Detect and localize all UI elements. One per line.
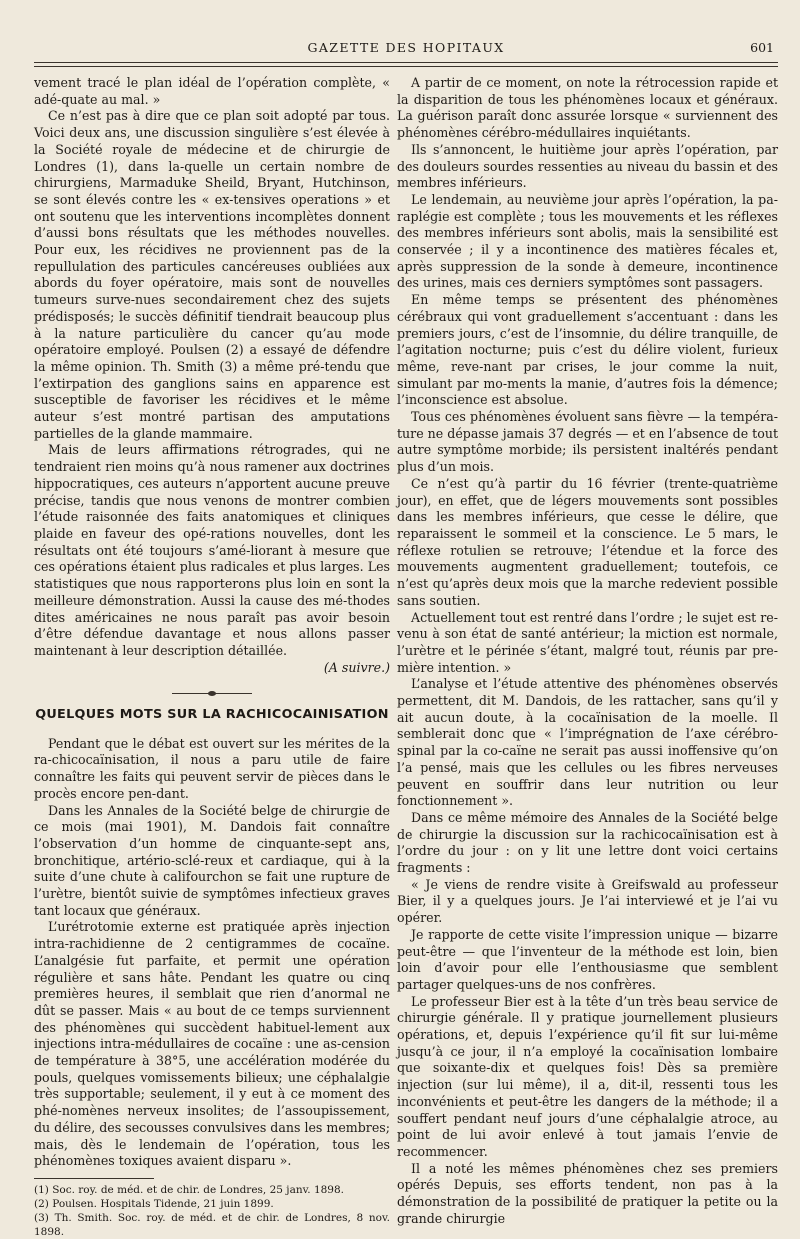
- paragraph: Dans les Annales de la Société belge de chirurgie de ce mois (mai 1901), M. Dandois fait connaître l’observation d’un homme de cinquante-sept ans, bronchitique, artério-sclé-reux et cardiaque, qui à la suite d’une chute à califourchon se fait une rupture de l’urètre, bientôt suivie de symptômes infectieux graves tant locaux que généraux.: [34, 802, 390, 918]
- paragraph: Le professeur Bier est à la tête d’un très beau service de chirurgie générale. Il y pratique journellement plusieurs opérations, et, depuis l’expérience qu’il fit sur lui-même jusqu’à ce jour, il n’a employé la cocaïnisation lombaire que soixante-dix et quelques fois! Dès sa première injection (sur lui même), il a, dit-il, ressenti tous les inconvénients et peut-être les dangers de la méthode; il a souffert pendant neuf jours d’une céphalalgie atroce, au point de lui avoir enlevé à tout jamais l’envie de recommencer.: [397, 993, 778, 1159]
- paragraph: Je rapporte de cette visite l’impression unique — bizarre peut-être — que l’inventeur de la méthode est loin, bien loin d’avoir pour elle l’enthousiasme que semblent partager quelques-uns de nos confrères.: [397, 926, 778, 992]
- paragraph: Actuellement tout est rentré dans l’ordre ; le sujet est re-venu à son état de santé antérieur; la miction est normale, l’urètre et le périnée s’étant, malgré tout, réunis par pre-mière intention. »: [397, 609, 778, 675]
- header-rule: [34, 62, 778, 63]
- paragraph: Tous ces phénomènes évoluent sans fièvre — la tempéra-ture ne dépasse jamais 37 degrés — et en l’absence de tout autre symptôme morbide; ils persistent inaltérés pendant plus d’un mois.: [397, 409, 778, 475]
- continued-signature: (A suivre.): [323, 659, 390, 675]
- section-title: QUELQUES MOTS SUR LA RACHICOCAINISATION: [35, 707, 389, 723]
- footnote: (1) Soc. roy. de méd. et de chir. de Londres, 25 janv. 1898.: [34, 1184, 345, 1196]
- page-number: 601: [750, 40, 774, 55]
- paragraph: L’urétrotomie externe est pratiquée après injection intra-rachidienne de 2 centigrammes de cocaïne. L’analgésie fut parfaite, et permit une opération régulière et sans hâte. Pendant les quatre ou cinq premières heures, il semblait que rien d’anormal ne dût se passer. Mais « au bout de ce temps surviennent des phénomènes qui succèdent habituel-lement aux injections intra-médullaires de cocaïne : une as-cension de température à 38°5, une accélération modérée du pouls, quelques vomissements bilieux; une céphalalgie très supportable; seulement, il y eut à ce moment des phé-nomènes nerveux insolites; de l’assoupissement, du délire, des secousses convulsives dans les membres; mais, dès le lendemain de l’opération, tous les phénomènes toxiques avaient disparu ».: [34, 919, 390, 1169]
- paragraph: vement tracé le plan idéal de l’opération complète, « adé-quate au mal. »: [34, 75, 390, 107]
- paragraph: Ils s’annoncent, le huitième jour après l’opération, par des douleurs sourdes ressenties au niveau du bassin et des membres inférieurs.: [397, 141, 778, 191]
- paragraph: « Je viens de rendre visite à Greifswald au professeur Bier, il y a quelques jours. Je l’ai interviewé et je l’ai vu opérer.: [397, 876, 778, 926]
- paragraph: Ce n’est pas à dire que ce plan soit adopté par tous. Voici deux ans, une discussion singulière s’est élevée à la Société royale de médecine et de chirurgie de Londres (1), dans la-quelle un certain nombre de chirurgiens, Marmaduke Sheild, Bryant, Hutchinson, se sont élevés contre les « ex-tensives operations » et ont soutenu que les interventions incomplètes donnent d’aussi bons résultats que les méthodes nouvelles. Pour eux, les récidives ne proviennent pas de la repullulation des particules cancéreuses oubliées aux abords du foyer opératoire, mais sont de nouvelles tumeurs surve-nues secondairement chez des sujets prédisposés; le succès définitif tiendrait beaucoup plus à la nature particulière du cancer qu’au mode opératoire employé. Poulsen (2) a essayé de défendre la même opinion. Th. Smith (3) a même pré-tendu que l’extirpation des ganglions sains en apparence est susceptible de favoriser les récidives et le même auteur s’est montré partisan des amputations partielles de la glande mammaire.: [34, 108, 390, 441]
- paragraph: L’analyse et l’étude attentive des phénomènes observés permettent, dit M. Dandois, de les rattacher, sans qu’il y ait aucun doute, à la cocaïnisation de la moelle. Il semblerait donc que « l’imprégnation de l’axe cérébro-spinal par la co-caïne ne serait pas aussi inoffensive qu’on l’a pensé, mais que les cellules ou les fibres nerveuses peuvent en souffrir dans leur nutrition ou leur fonctionnement ».: [397, 676, 778, 809]
- paragraph: Le lendemain, au neuvième jour après l’opération, la pa-raplégie est complète ; tous les mouvements et les réflexes des membres inférieurs sont abolis, mais la sensibilité est conservée ; il y a incontinence des matières fécales et, après suppression de la sonde à demeure, incontinence des urines, mais ces derniers symptômes sont passagers.: [397, 191, 778, 291]
- paragraph: Mais de leurs affirmations rétrogrades, qui ne tendraient rien moins qu’à nous ramener aux doctrines hippocratiques, ces auteurs n’apportent aucune preuve précise, tandis que nous venons de montrer combien l’étude raisonnée des faits anatomiques et cliniques plaide en faveur des opé-rations nouvelles, dont les résultats ont été toujours s’amé-liorant à mesure que ces opérations étaient plus radicales et plus larges. Les statistiques que nous rapporterons plus loin en sont la meilleure démonstration. Aussi la cause des mé-thodes dites américaines ne nous paraît pas avoir besoin d’être défendue davantage et nous allons passer maintenant à leur description détaillée.: [34, 442, 390, 658]
- left-column: [34, 75, 390, 1239]
- footnote-rule: [34, 1178, 154, 1179]
- header-rule-secondary: [34, 66, 778, 67]
- footnotes: [34, 1183, 390, 1239]
- footnote: (2) Poulsen. Hospitals Tidende, 21 juin 1899.: [34, 1198, 274, 1210]
- paragraph: Pendant que le débat est ouvert sur les mérites de la ra-chicocaïnisation, il nous a paru utile de faire connaître les faits qui peuvent servir de pièces dans le procès encore pen-dant.: [34, 735, 390, 801]
- page-header: [34, 40, 778, 58]
- paragraph: En même temps se présentent des phénomènes cérébraux qui vont graduellement s’accentuant : dans les premiers jours, c’est de l’insomnie, du délire tranquille, de l’agitation nocturne; puis c’est du délire violent, furieux même, reve-nant par crises, le jour comme la nuit, simulant par mo-ments la manie, d’autres fois la démence; l’inconscience est absolue.: [397, 292, 778, 408]
- footnote: (3) Th. Smith. Soc. roy. de méd. et de chir. de Londres, 8 nov. 1898.: [34, 1212, 390, 1238]
- paragraph: A partir de ce moment, on note la rétrocession rapide et la disparition de tous les phénomènes locaux et généraux. La guérison paraît donc assurée lorsque « surviennent des phénomènes cérébro-médullaires inquiétants.: [397, 75, 778, 141]
- ornamental-separator: [34, 682, 390, 699]
- paragraph: Il a noté les mêmes phénomènes chez ses premiers opérés Depuis, ses efforts tendent, non pas à la démonstration de la possibilité de pratiquer la petite ou la grande chirurgie: [397, 1160, 778, 1226]
- journal-title: GAZETTE DES HOPITAUX: [307, 40, 505, 55]
- paragraph: Dans ce même mémoire des Annales de la Société belge de chirurgie la discussion sur la rachicocaïnisation est à l’ordre du jour : on y lit une lettre dont voici certains fragments :: [397, 809, 778, 876]
- right-column: [397, 75, 778, 1228]
- paragraph: Ce n’est qu’à partir du 16 février (trente-quatrième jour), en effet, que de légers mouvements sont possibles dans les membres inférieurs, que cesse le délire, que reparaissent le sommeil et la conscience. Le 5 mars, le réflexe rotulien se retrouve; l’étendue et la force des mouvements augmentent graduellement; toutefois, ce n’est qu’après deux mois que la marche redevient possible sans soutien.: [397, 475, 778, 608]
